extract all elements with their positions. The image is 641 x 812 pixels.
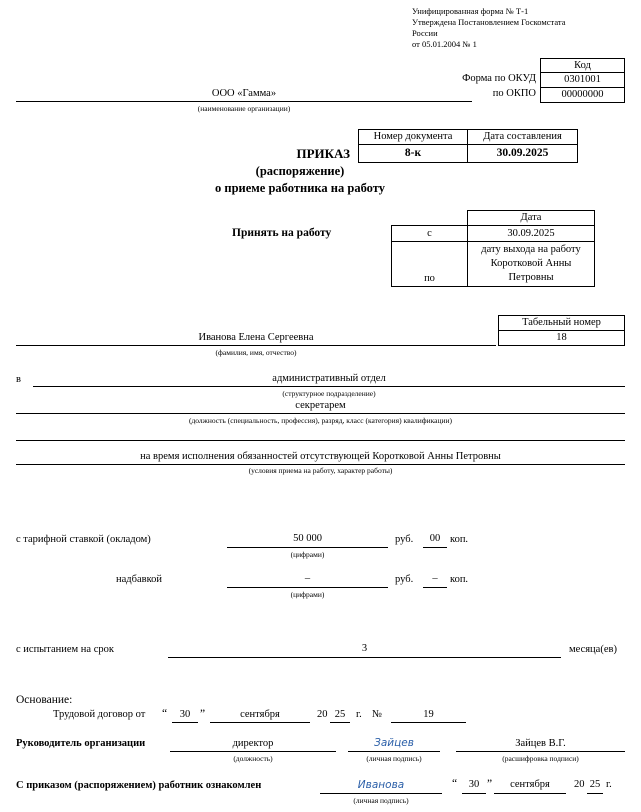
probation-underline bbox=[168, 657, 561, 658]
probation-label: с испытанием на срок bbox=[16, 644, 114, 655]
hire-from-date: 30.09.2025 bbox=[467, 225, 595, 242]
tab-number: 18 bbox=[498, 330, 625, 346]
employee-name-caption: (фамилия, имя, отчество) bbox=[215, 348, 297, 357]
form-info-line1: Унифицированная форма № Т-1 bbox=[412, 6, 529, 16]
ack-year: 25 bbox=[589, 779, 601, 790]
contract-year-prefix: 20 bbox=[317, 709, 328, 720]
rate-kop: коп. bbox=[450, 534, 469, 545]
bonus-label: надбавкой bbox=[116, 574, 163, 585]
rate-kop-value: 00 bbox=[429, 533, 441, 544]
organization-name: ООО «Гамма» bbox=[211, 88, 277, 99]
ack-label: С приказом (распоряжением) работник ознакомлен bbox=[16, 780, 262, 791]
form-info-line2: Утверждена Постановлением Госкомстата bbox=[412, 17, 566, 27]
contract-quote-open: “ bbox=[162, 708, 168, 720]
employee-name-underline bbox=[16, 345, 496, 346]
head-position-underline bbox=[170, 751, 336, 752]
contract-month: сентября bbox=[240, 709, 280, 720]
organization-caption: (наименование организации) bbox=[197, 104, 291, 113]
employee-name: Иванова Елена Сергеевна bbox=[198, 332, 314, 343]
ack-year-prefix: 20 bbox=[574, 779, 585, 790]
hire-to-line2: Коротковой Анны bbox=[490, 258, 572, 269]
rate-caption: (цифрами) bbox=[290, 550, 325, 559]
head-label: Руководитель организации bbox=[16, 738, 146, 749]
hire-to-line1: дату выхода на работу bbox=[481, 244, 581, 255]
doc-title: ПРИКАЗ bbox=[296, 146, 350, 161]
ack-day: 30 bbox=[468, 779, 480, 790]
form-info-line3: России bbox=[412, 28, 438, 38]
contract-year-suffix: г. bbox=[356, 709, 362, 720]
head-name-caption: (расшифровка подписи) bbox=[502, 754, 579, 763]
bonus-kop-underline bbox=[423, 587, 447, 588]
hire-to-label: по bbox=[424, 273, 435, 284]
doc-subtitle: (распоряжение) bbox=[255, 164, 345, 178]
position-caption: (должность (специальность, профессия), разряд, класс (категория) квалификации) bbox=[188, 416, 453, 425]
bonus-kop: коп. bbox=[450, 574, 469, 585]
hire-date-header: Дата bbox=[467, 210, 595, 226]
okud-value: 0301001 bbox=[540, 72, 625, 88]
okud-label: Форма по ОКУД bbox=[462, 73, 536, 84]
doc-date: 30.09.2025 bbox=[467, 144, 578, 163]
contract-year-underline bbox=[330, 722, 350, 723]
probation-unit: месяца(ев) bbox=[569, 644, 617, 655]
contract-year: 25 bbox=[334, 709, 346, 720]
rate-value: 50 000 bbox=[293, 533, 322, 544]
contract-day-underline bbox=[172, 722, 198, 723]
department-caption: (структурное подразделение) bbox=[282, 389, 376, 398]
ack-month-underline bbox=[494, 793, 566, 794]
hire-label: Принять на работу bbox=[232, 227, 332, 239]
conditions-caption: (условия приема на работу, характер работы) bbox=[248, 466, 393, 475]
department-underline bbox=[33, 386, 625, 387]
contract-number-underline bbox=[391, 722, 466, 723]
ack-year-underline bbox=[587, 793, 603, 794]
contract-label: Трудовой договор от bbox=[53, 709, 146, 720]
bonus-caption: (цифрами) bbox=[290, 590, 325, 599]
ack-day-underline bbox=[462, 793, 486, 794]
organization-underline bbox=[16, 101, 472, 102]
ack-signature-caption: (личная подпись) bbox=[353, 796, 409, 805]
doc-number: 8-к bbox=[358, 144, 468, 163]
ack-quote-open: “ bbox=[452, 778, 458, 790]
position-underline bbox=[16, 413, 625, 414]
contract-quote-close: ” bbox=[200, 708, 206, 720]
conditions-underline bbox=[16, 464, 625, 465]
bonus-value: – bbox=[304, 573, 311, 584]
ack-signature: Иванова bbox=[357, 779, 405, 791]
hire-to-line3: Петровны bbox=[508, 272, 554, 283]
conditions: на время исполнения обязанностей отсутствующей Коротковой Анны Петровны bbox=[140, 451, 501, 462]
bonus-underline bbox=[227, 587, 388, 588]
head-name: Зайцев В.Г. bbox=[515, 738, 566, 749]
contract-day: 30 bbox=[179, 709, 191, 720]
rate-kop-underline bbox=[423, 547, 447, 548]
form-info-line4: от 05.01.2004 № 1 bbox=[412, 39, 477, 49]
position: секретарем bbox=[295, 400, 346, 411]
ack-quote-close: ” bbox=[487, 778, 493, 790]
ack-month: сентября bbox=[510, 779, 550, 790]
okpo-label: по ОКПО bbox=[492, 88, 536, 99]
doc-purpose: о приеме работника на работу bbox=[215, 181, 385, 195]
basis-label: Основание: bbox=[16, 694, 73, 706]
doc-date-header: Дата составления bbox=[467, 129, 578, 145]
rate-underline bbox=[227, 547, 388, 548]
doc-number-header: Номер документа bbox=[358, 129, 468, 145]
department-prefix: в bbox=[16, 374, 21, 385]
head-signature-caption: (личная подпись) bbox=[366, 754, 422, 763]
head-name-underline bbox=[456, 751, 625, 752]
hire-to-cell bbox=[467, 241, 595, 287]
head-position: директор bbox=[232, 738, 274, 749]
head-position-caption: (должность) bbox=[233, 754, 273, 763]
bonus-rub: руб. bbox=[395, 574, 414, 585]
hire-from-label: с bbox=[391, 225, 468, 242]
department: административный отдел bbox=[272, 373, 386, 384]
contract-number: 19 bbox=[423, 709, 434, 720]
ack-signature-underline bbox=[320, 793, 442, 794]
head-signature-underline bbox=[348, 751, 440, 752]
position-extra-line bbox=[16, 440, 625, 441]
contract-month-underline bbox=[210, 722, 310, 723]
hire-to-label-cell bbox=[391, 241, 468, 287]
probation-value: 3 bbox=[361, 643, 368, 654]
tab-number-header: Табельный номер bbox=[498, 315, 625, 331]
ack-year-suffix: г. bbox=[606, 779, 612, 790]
rate-rub: руб. bbox=[395, 534, 414, 545]
bonus-kop-value: – bbox=[432, 573, 438, 584]
okpo-value: 00000000 bbox=[540, 87, 625, 103]
contract-number-sign: № bbox=[372, 709, 383, 720]
rate-label: с тарифной ставкой (окладом) bbox=[16, 534, 151, 545]
head-signature: Зайцев bbox=[374, 737, 414, 749]
code-header: Код bbox=[540, 58, 625, 73]
